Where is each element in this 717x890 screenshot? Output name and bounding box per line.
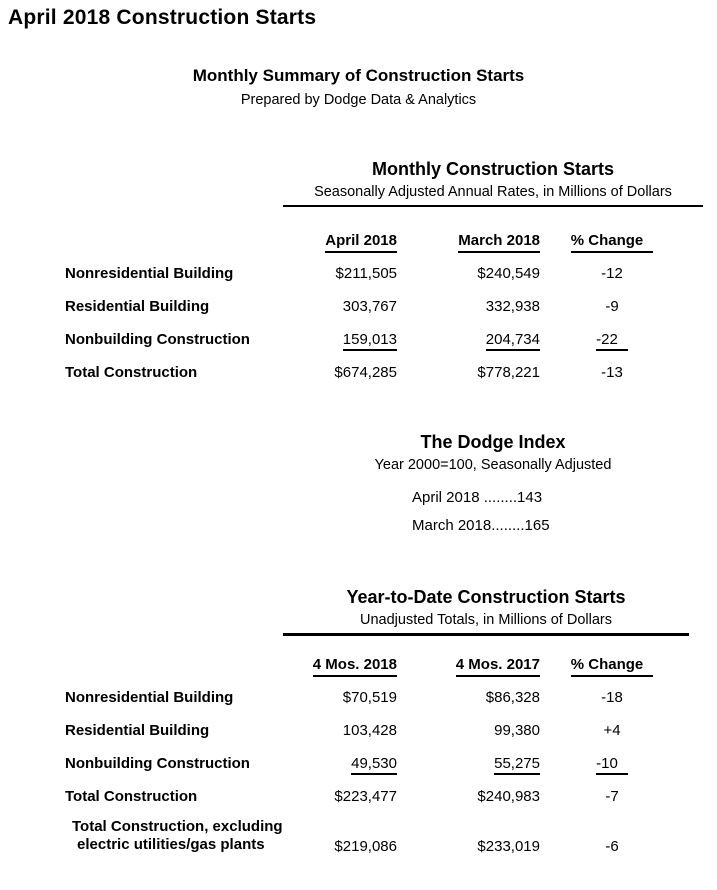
monthly-row-value: $211,505: [335, 265, 397, 282]
ytd-excluding-value: $233,019: [477, 838, 540, 855]
ytd-row-value: $240,983: [477, 788, 540, 805]
dodge-index-entry: April 2018 ........143: [412, 489, 543, 506]
ytd-excluding-label-line1: Total Construction, excluding: [72, 818, 283, 835]
monthly-row-value: 303,767: [342, 298, 397, 315]
ytd-section-title: Year-to-Date Construction Starts: [346, 587, 626, 607]
ytd-row-value: 103,428: [342, 722, 397, 739]
ytd-column-header-2: 4 Mos. 2017: [397, 656, 540, 677]
ytd-section-header: [283, 584, 689, 636]
monthly-table: [65, 232, 684, 397]
monthly-row-label: Nonresidential Building: [65, 265, 234, 282]
dodge-index-title: The Dodge Index: [420, 432, 566, 452]
dodge-index-header: [283, 429, 703, 478]
monthly-row-change: -12: [601, 265, 623, 282]
ytd-excluding-value: $219,086: [334, 838, 397, 855]
ytd-excluding-row: [65, 818, 684, 855]
monthly-row-change: -22: [540, 331, 684, 351]
monthly-row-value: $674,285: [334, 364, 397, 381]
page-title: April 2018 Construction Starts: [8, 6, 317, 29]
monthly-section-header: [283, 156, 703, 207]
monthly-row-change: -9: [605, 298, 619, 315]
ytd-table: [65, 656, 684, 821]
ytd-row-value: $223,477: [334, 788, 397, 805]
monthly-row-change: -13: [601, 364, 623, 381]
monthly-row-label: Total Construction: [65, 364, 198, 381]
monthly-row-label: Nonbuilding Construction: [65, 331, 250, 348]
ytd-row-change: -10: [540, 755, 684, 775]
summary-title: Monthly Summary of Construction Starts: [192, 66, 525, 85]
monthly-row-value: 204,734: [397, 331, 540, 351]
ytd-column-header-1: 4 Mos. 2018: [305, 656, 397, 677]
ytd-row-label: Nonbuilding Construction: [65, 755, 250, 772]
ytd-row-value: 55,275: [397, 755, 540, 775]
ytd-row-change: +4: [603, 722, 621, 739]
ytd-row-value: $70,519: [342, 689, 397, 706]
monthly-row-value: 332,938: [485, 298, 540, 315]
monthly-row-value: $240,549: [477, 265, 540, 282]
ytd-row-label: Nonresidential Building: [65, 689, 234, 706]
ytd-row-value: $86,328: [485, 689, 540, 706]
ytd-excluding-change: -6: [605, 838, 619, 855]
monthly-column-header-2: March 2018: [397, 232, 540, 253]
ytd-row-label: Residential Building: [65, 722, 210, 739]
ytd-excluding-label-line2: electric utilities/gas plants: [77, 835, 265, 853]
ytd-column-header-change: % Change: [540, 656, 684, 677]
ytd-row-value: 99,380: [494, 722, 540, 739]
dodge-index-values: [412, 489, 550, 545]
ytd-row-change: -18: [601, 689, 623, 706]
summary-subtitle: Prepared by Dodge Data & Analytics: [240, 92, 477, 108]
monthly-section-title: Monthly Construction Starts: [372, 159, 614, 179]
monthly-row-label: Residential Building: [65, 298, 210, 315]
ytd-row-change: -7: [605, 788, 619, 805]
ytd-section-subtitle: Unadjusted Totals, in Millions of Dollars: [283, 610, 689, 636]
monthly-row-value: 159,013: [305, 331, 397, 351]
ytd-excluding-label: [65, 818, 305, 855]
monthly-row-value: $778,221: [477, 364, 540, 381]
monthly-column-header-1: April 2018: [305, 232, 397, 253]
monthly-section-subtitle: Seasonally Adjusted Annual Rates, in Millions of Dollars: [283, 182, 703, 207]
dodge-index-entry: March 2018........165: [412, 517, 550, 534]
dodge-index-subtitle: Year 2000=100, Seasonally Adjusted: [374, 457, 612, 473]
ytd-row-label: Total Construction: [65, 788, 198, 805]
ytd-row-value: 49,530: [305, 755, 397, 775]
monthly-column-header-change: % Change: [540, 232, 684, 253]
